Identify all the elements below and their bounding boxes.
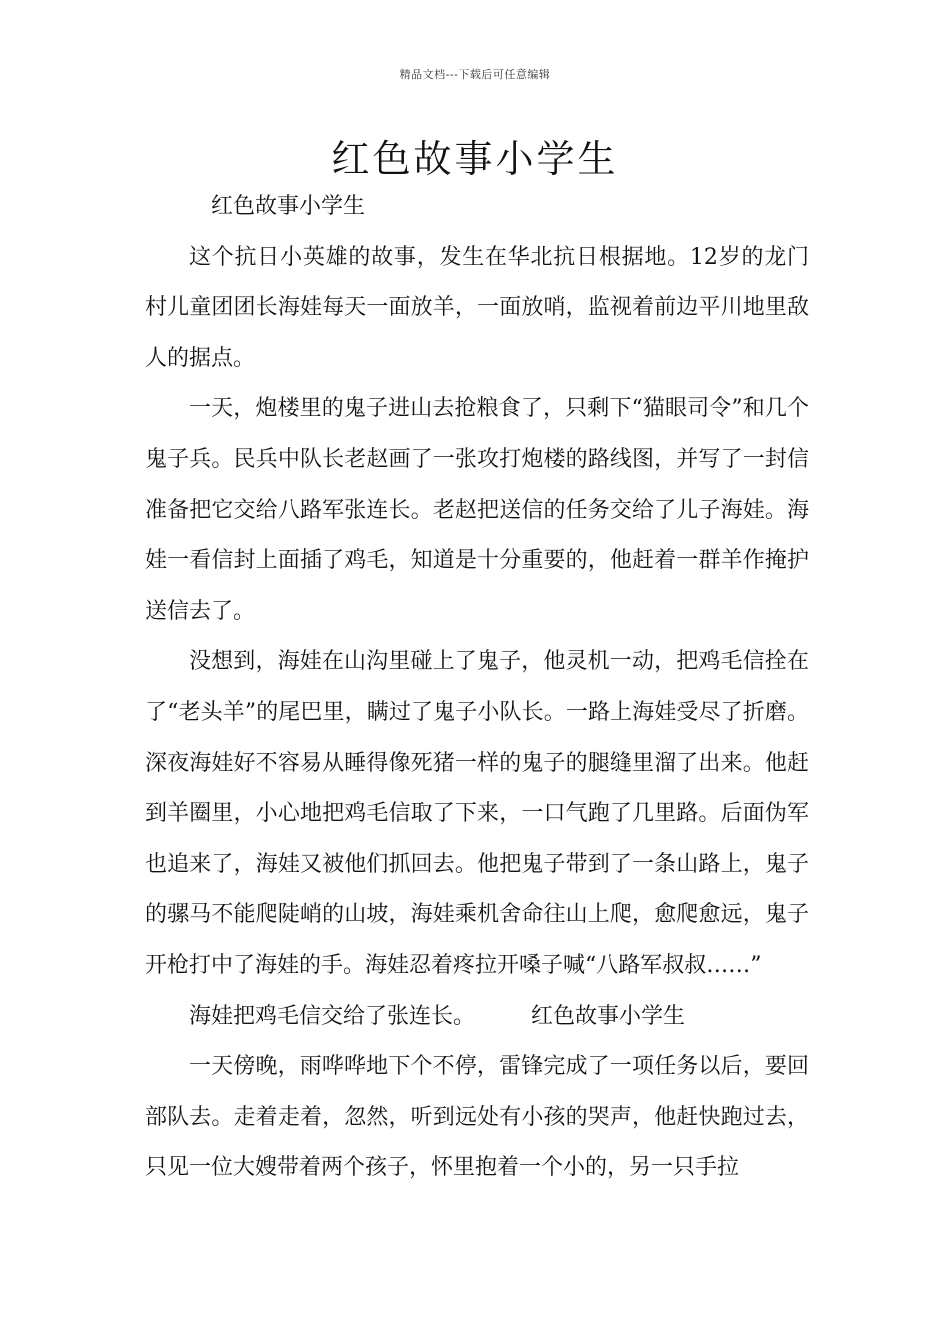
document-body: [145, 182, 809, 1194]
paragraph-2: 一天，炮楼里的鬼子进山去抢粮食了，只剩下“猫眼司令”和几个鬼子兵。民兵中队长老赵画了一张攻打炮楼的路线图，并写了一封信准备把它交给八路军张连长。老赵把送信的任务交给了儿子海娃。海娃一看信封上面插了鸡毛，知道是十分重要的，他赶着一群羊作掩护送信去了。: [145, 396, 809, 624]
paragraph-4: 一天傍晚，雨哗哗地下个不停，雷锋完成了一项任务以后，要回部队去。走着走着，忽然，听到远处有小孩的哭声，他赶快跑过去，只见一位大嫂带着两个孩子，怀里抱着一个小的，另一只手拉: [145, 1054, 809, 1181]
document-title: 红色故事小学生: [331, 137, 619, 181]
section-title: 红色故事小学生: [531, 1003, 686, 1029]
closing-line: [145, 992, 809, 1043]
document-subtitle: 红色故事小学生: [211, 194, 366, 219]
paragraph-3: 没想到，海娃在山沟里碰上了鬼子，他灵机一动，把鸡毛信拴在了“老头羊”的尾巴里，瞒过了鬼子小队长。一路上海娃受尽了折磨。深夜海娃好不容易从睡得像死猪一样的鬼子的腿缝里溜了出来。他赶到羊圈里，小心地把鸡毛信取了下来，一口气跑了几里路。后面伪军也追来了，海娃又被他们抓回去。他把鬼子带到了一条山路上，鬼子的骡马不能爬陡峭的山坡，海娃乘机舍命往山上爬，愈爬愈远，鬼子开枪打中了海娃的手。海娃忍着疼拉开嗓子喊“八路军叔叔……”: [145, 649, 809, 978]
closing-sentence: 海娃把鸡毛信交给了张连长。: [189, 1003, 476, 1029]
paragraph-1: 这个抗日小英雄的故事，发生在华北抗日根据地。12岁的龙门村儿童团团长海娃每天一面放羊，一面放哨，监视着前边平川地里敌人的据点。: [145, 244, 809, 371]
page-header-note: 精品文档---下载后可任意编辑: [399, 68, 551, 81]
